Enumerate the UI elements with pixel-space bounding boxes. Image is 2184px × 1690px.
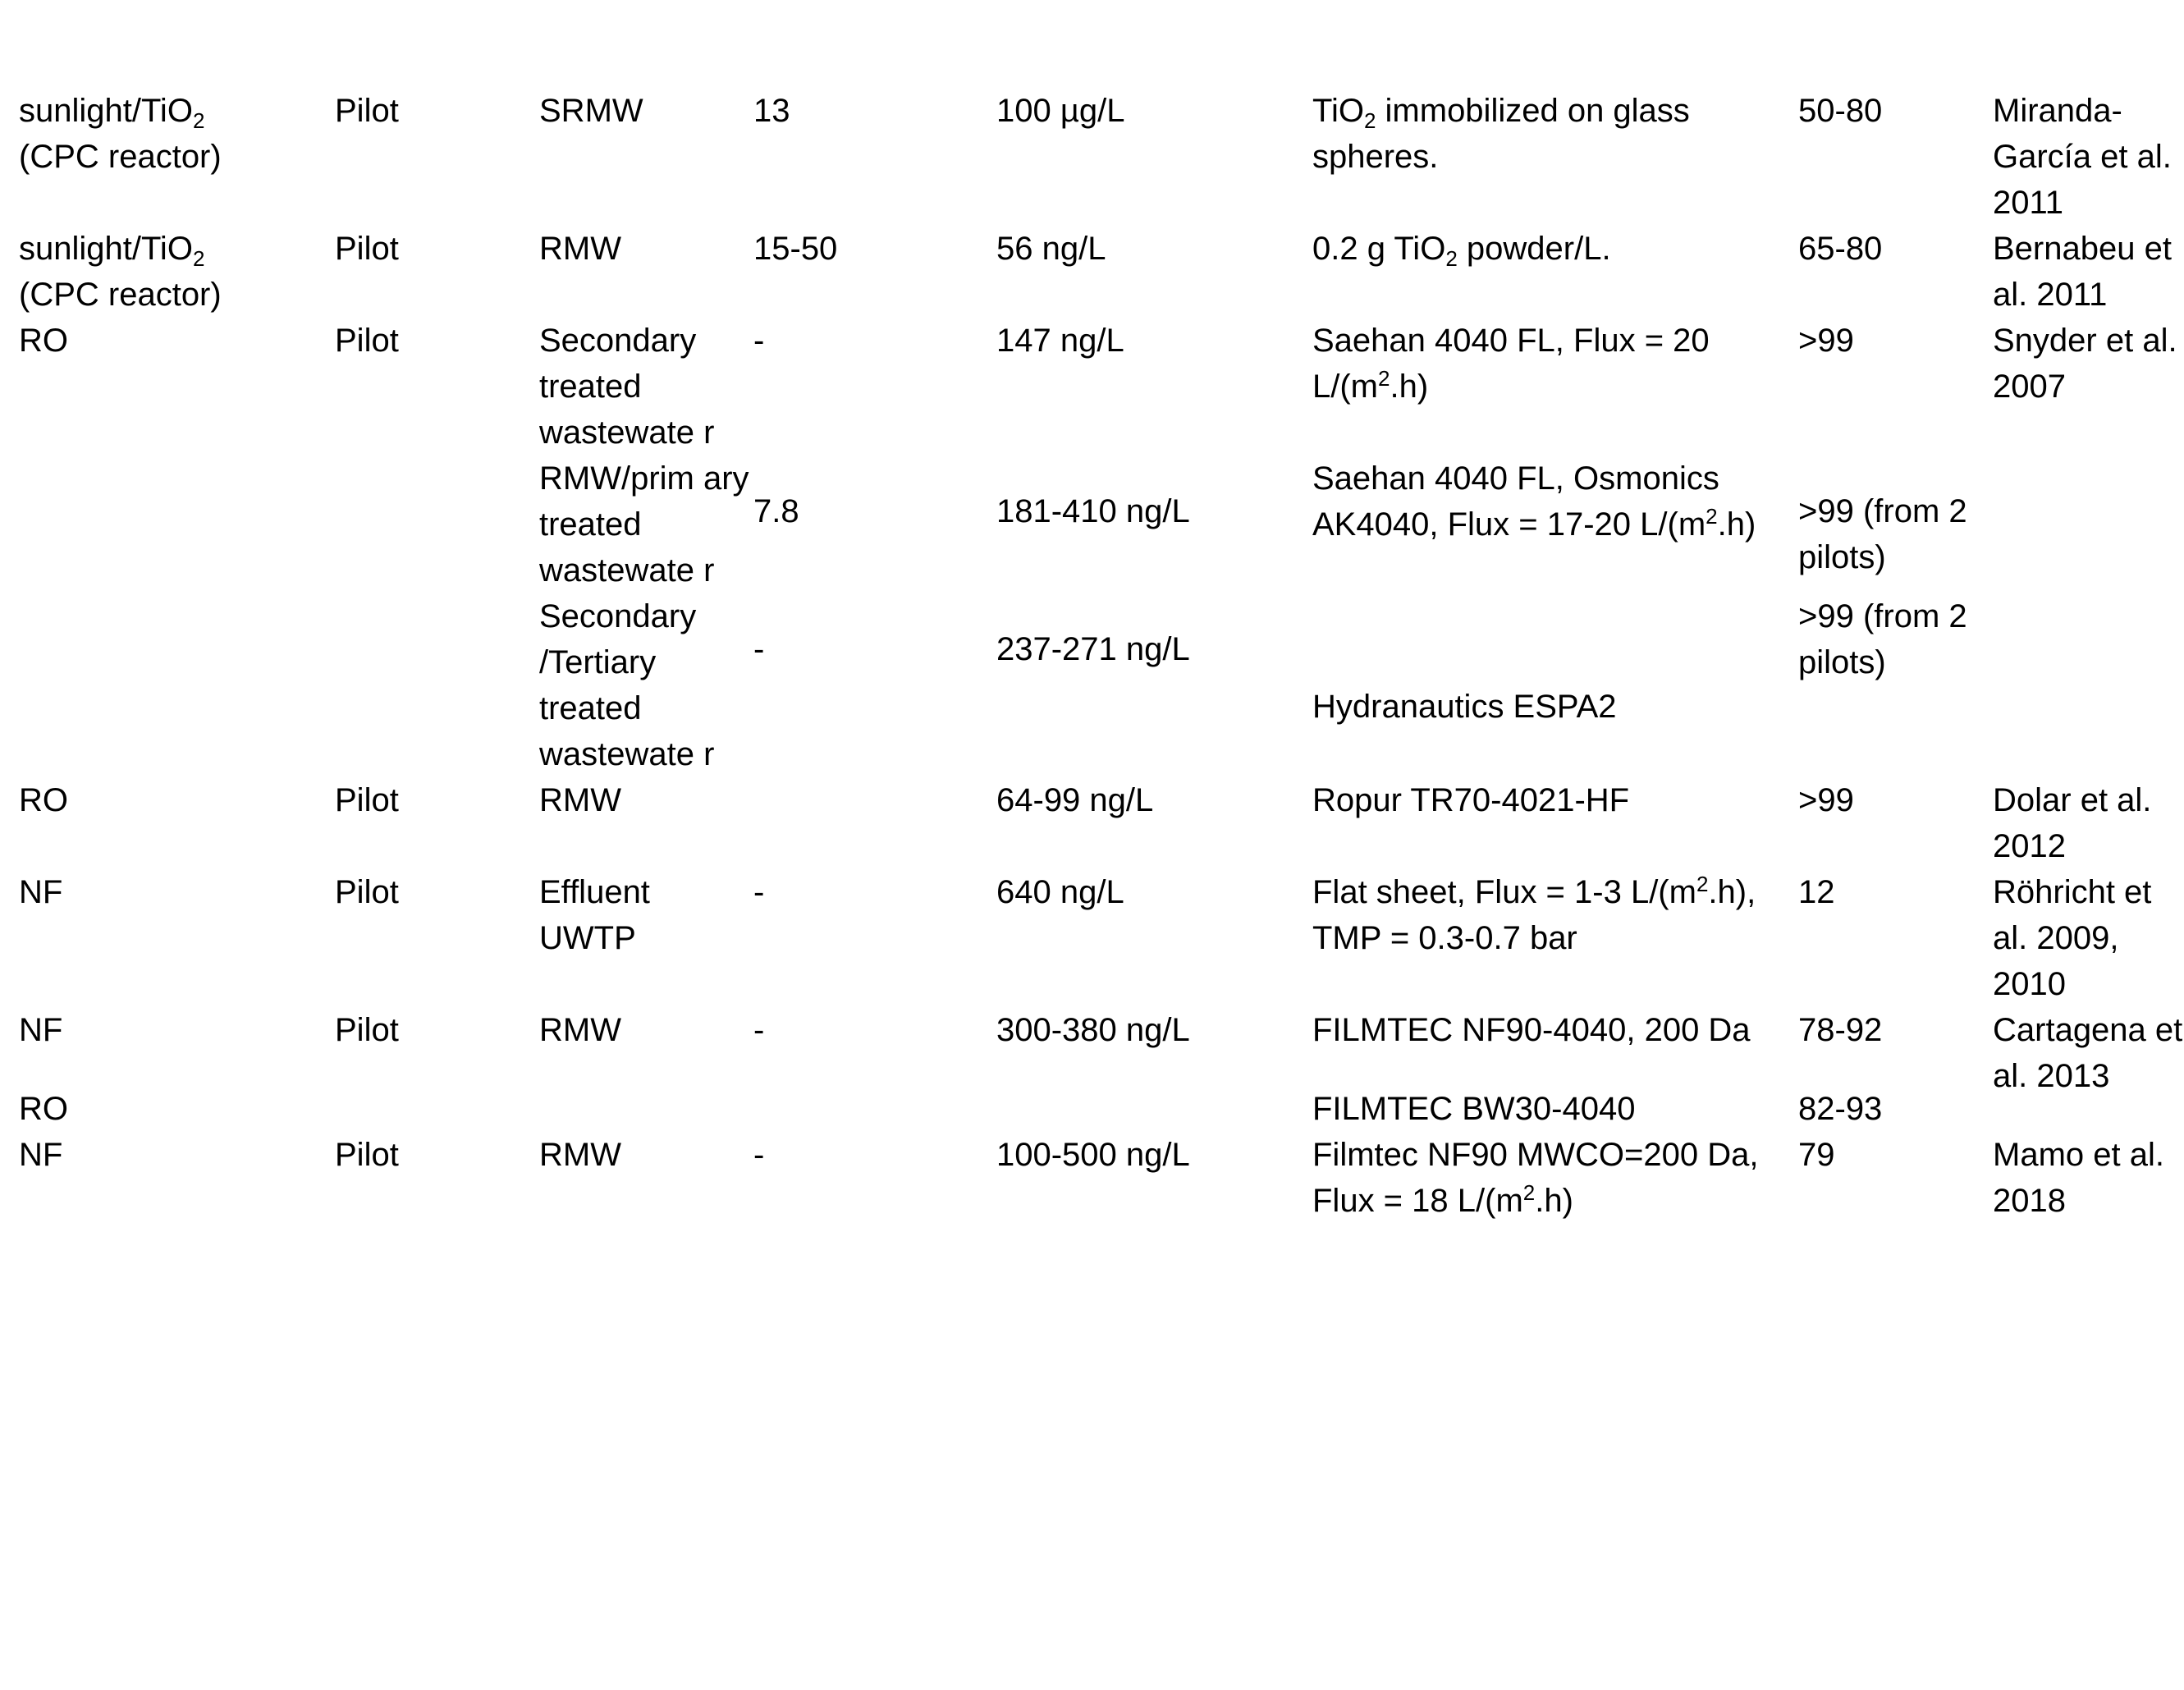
concentration-cell — [996, 456, 1312, 593]
process-text: NF — [19, 1012, 63, 1048]
table-row — [0, 869, 2184, 1007]
process-cell — [0, 88, 335, 226]
removal-text: >99 (from 2 pilots) — [1798, 598, 1967, 680]
superscript: 2 — [1696, 872, 1709, 896]
process-text: (CPC reactor) — [19, 139, 222, 175]
table-row — [0, 318, 2184, 456]
removal-cell: 65-80 — [1798, 231, 1883, 267]
ph-cell: - — [753, 1012, 765, 1048]
matrix-cell: RMW — [539, 1012, 621, 1048]
matrix-cell: Effluent UWTP — [539, 874, 650, 956]
conditions-text: 0.2 g TiO — [1312, 231, 1446, 267]
concentration-cell: 640 ng/L — [996, 874, 1124, 910]
conditions-text: Hydranautics ESPA2 — [1312, 689, 1617, 725]
conditions-text: .h) — [1717, 506, 1756, 543]
subscript: 2 — [1363, 108, 1376, 133]
subscript: 2 — [192, 246, 205, 271]
conditions-cell — [1312, 456, 1798, 593]
ph-cell: 13 — [753, 93, 790, 129]
removal-cell: 50-80 — [1798, 93, 1883, 129]
subscript: 2 — [1445, 246, 1458, 271]
ph-cell: - — [753, 1137, 765, 1173]
reference-cell: Röhricht et al. 2009, 2010 — [1993, 874, 2152, 1002]
conditions-text: Filmtec NF90 MWCO=200 Da, Flux = 18 L/(m — [1312, 1137, 1759, 1219]
process-cell: NF — [19, 1137, 63, 1173]
ph-cell: - — [753, 874, 765, 910]
ph-cell: 15-50 — [753, 231, 838, 267]
process-cell — [0, 226, 335, 318]
conditions-text: .h), TMP = 0.3-0.7 bar — [1312, 874, 1756, 956]
scale-cell: Pilot — [335, 1137, 399, 1173]
reference-cell: Miranda-García et al. 2011 — [1993, 93, 2172, 221]
table-row — [0, 1007, 2184, 1132]
matrix-cell: SRMW — [539, 93, 643, 129]
matrix-cell: RMW — [539, 782, 621, 818]
conditions-text: .h) — [1535, 1183, 1573, 1219]
reference-cell: Bernabeu et al. 2011 — [1993, 231, 2172, 313]
removal-cell: >99 — [1798, 782, 1854, 818]
concentration-cell: 56 ng/L — [996, 231, 1106, 267]
reference-cell — [1993, 593, 2184, 777]
conditions-cell — [1312, 593, 1798, 777]
matrix-cell: RMW — [539, 1137, 621, 1173]
conditions-text: Flat sheet, Flux = 1-3 L/(m — [1312, 874, 1696, 910]
concentration-text: 237-271 ng/L — [996, 631, 1190, 667]
conditions-text: immobilized on glass spheres. — [1312, 93, 1690, 175]
process-cell: RO — [19, 323, 68, 359]
ph-cell: - — [753, 323, 765, 359]
scale-cell: Pilot — [335, 782, 399, 818]
removal-cell: >99 — [1798, 323, 1854, 359]
superscript: 2 — [1706, 504, 1718, 529]
ph-cell — [753, 456, 996, 593]
removal-cell — [1798, 593, 1993, 777]
process-text: RO — [19, 1091, 68, 1127]
process-cell — [0, 456, 335, 593]
process-text: sunlight/TiO — [19, 231, 193, 267]
removal-text: >99 (from 2 pilots) — [1798, 493, 1967, 575]
subscript: 2 — [192, 108, 205, 133]
matrix-cell: Secondary treated wastewate r — [539, 323, 715, 451]
scale-cell: Pilot — [335, 874, 399, 910]
conditions-text: powder/L. — [1457, 231, 1611, 267]
ph-cell — [753, 777, 996, 869]
concentration-text: 181-410 ng/L — [996, 493, 1190, 529]
scale-cell — [335, 456, 539, 593]
conditions-cell — [1312, 1007, 1798, 1132]
conditions-cell — [1312, 88, 1798, 226]
concentration-cell: 100-500 ng/L — [996, 1137, 1190, 1173]
conditions-text: Saehan 4040 FL, Flux = 20 L/(m — [1312, 323, 1710, 405]
removal-text: 82-93 — [1798, 1091, 1883, 1127]
conditions-text: FILMTEC NF90-4040, 200 Da — [1312, 1012, 1751, 1048]
concentration-cell: 100 µg/L — [996, 93, 1125, 129]
table-row — [0, 226, 2184, 318]
concentration-cell: 147 ng/L — [996, 323, 1124, 359]
conditions-text: TiO — [1312, 93, 1364, 129]
removal-cell — [1798, 1007, 1993, 1132]
reference-cell: Dolar et al. 2012 — [1993, 782, 2152, 864]
conditions-cell — [1312, 226, 1798, 318]
conditions-cell — [1312, 1132, 1798, 1224]
process-cell — [0, 1007, 335, 1132]
process-text: sunlight/TiO — [19, 93, 193, 129]
removal-cell: 79 — [1798, 1137, 1835, 1173]
scale-cell: Pilot — [335, 93, 399, 129]
table-row — [0, 777, 2184, 869]
process-cell: RO — [19, 782, 68, 818]
reference-cell: Cartagena et al. 2013 — [1993, 1012, 2183, 1094]
table-row — [0, 593, 2184, 777]
conditions-cell — [1312, 318, 1798, 456]
concentration-cell: 300-380 ng/L — [996, 1012, 1190, 1048]
concentration-cell: 64-99 ng/L — [996, 782, 1154, 818]
reference-cell — [1993, 456, 2184, 593]
reference-cell: Snyder et al. 2007 — [1993, 323, 2177, 405]
matrix-cell: RMW/prim ary treated wastewate r — [539, 460, 749, 589]
conditions-text: .h) — [1390, 369, 1429, 405]
ph-cell — [753, 593, 996, 777]
matrix-cell: Secondary /Tertiary treated wastewate r — [539, 598, 715, 772]
table-row — [0, 456, 2184, 593]
process-text: (CPC reactor) — [19, 277, 222, 313]
reference-cell: Mamo et al. 2018 — [1993, 1137, 2164, 1219]
conditions-cell — [1312, 869, 1798, 1007]
scale-cell: Pilot — [335, 1012, 399, 1048]
removal-text: 78-92 — [1798, 1012, 1883, 1048]
superscript: 2 — [1522, 1180, 1536, 1205]
matrix-cell: RMW — [539, 231, 621, 267]
concentration-cell — [996, 593, 1312, 777]
process-cell: NF — [19, 874, 63, 910]
process-cell — [0, 593, 335, 777]
conditions-text: Saehan 4040 FL, Osmonics AK4040, Flux = 17-20 L/(m — [1312, 460, 1719, 543]
scale-cell: Pilot — [335, 231, 399, 267]
table-row — [0, 88, 2184, 226]
table-row — [0, 1132, 2184, 1224]
data-table — [0, 88, 2184, 1224]
scale-cell — [335, 593, 539, 777]
conditions-text: FILMTEC BW30-4040 — [1312, 1091, 1636, 1127]
ph-text: - — [753, 631, 765, 667]
superscript: 2 — [1378, 366, 1390, 391]
ph-text: 7.8 — [753, 493, 799, 529]
scale-cell: Pilot — [335, 323, 399, 359]
removal-cell: 12 — [1798, 874, 1835, 910]
removal-cell — [1798, 456, 1993, 593]
conditions-cell: Ropur TR70-4021-HF — [1312, 782, 1630, 818]
